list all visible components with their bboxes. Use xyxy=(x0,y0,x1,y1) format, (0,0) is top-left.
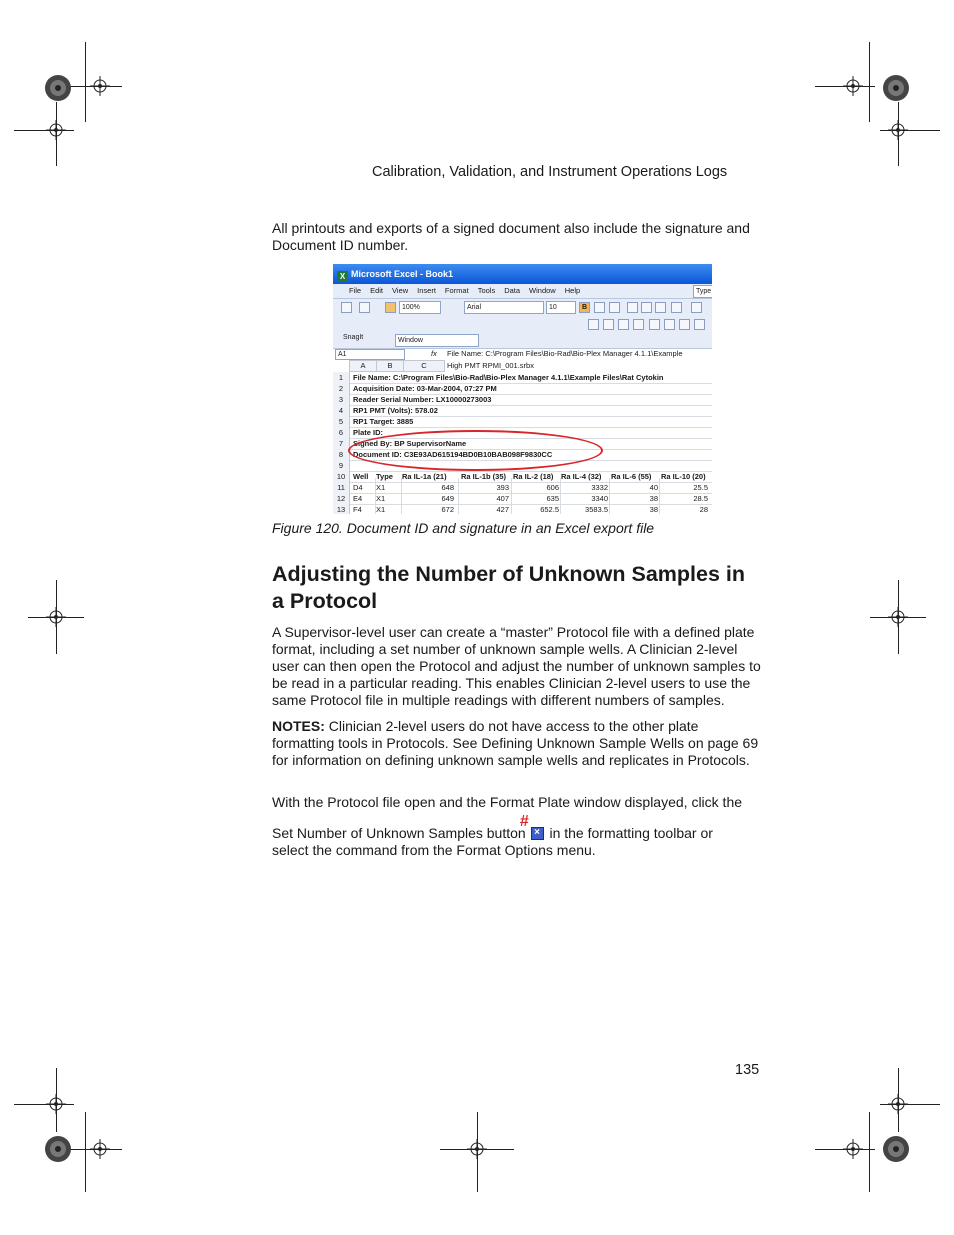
table-cell[interactable]: 635 xyxy=(546,494,559,503)
tool-icon[interactable] xyxy=(633,319,644,330)
table-cell[interactable]: 28.5 xyxy=(693,494,708,503)
menu-view[interactable]: View xyxy=(392,286,409,295)
align-left-icon[interactable] xyxy=(627,302,638,313)
table-cell[interactable]: 25.5 xyxy=(693,483,708,492)
excel-title-bar xyxy=(333,264,712,284)
underline-icon[interactable] xyxy=(609,302,620,313)
notes-paragraph xyxy=(272,718,762,769)
registration-mark-icon xyxy=(46,1094,66,1114)
menu-insert[interactable]: Insert xyxy=(417,286,436,295)
header-cell[interactable]: Ra IL-1b (35) xyxy=(461,472,507,481)
row-number[interactable]: 13 xyxy=(333,504,350,514)
starburst-mark-icon xyxy=(882,1135,910,1163)
body-paragraph: A Supervisor-level user can create a “master” Protocol file with a defined plate format, including a set number of unknown sample wells. A Clinician 2-level user can then open the Protocol and adjust the number of unknown samples to be read in a particular reading. This enables Clinician 2-level users to use the same Protocol file in multiple readings with different numbers of samples. xyxy=(272,624,761,708)
snagit-label[interactable]: SnagIt xyxy=(343,334,364,341)
registration-mark-icon xyxy=(90,1139,110,1159)
row-number[interactable]: 7 xyxy=(333,438,350,449)
intro-paragraph: All printouts and exports of a signed document also include the signature and Document ID number. xyxy=(272,220,750,253)
row-number[interactable]: 9 xyxy=(333,460,350,471)
starburst-mark-icon xyxy=(44,74,72,102)
registration-mark-icon xyxy=(467,1139,487,1159)
tool-icon[interactable] xyxy=(588,319,599,330)
drawing-toolbar xyxy=(333,316,712,333)
excel-menu-bar xyxy=(333,284,712,299)
row-number[interactable]: 10 xyxy=(333,471,350,482)
table-cell[interactable]: 649 xyxy=(441,494,454,503)
table-cell[interactable]: 38 xyxy=(649,494,658,503)
figure-caption: Figure 120. Document ID and signature in an Excel export file xyxy=(272,520,655,536)
column-header-c[interactable]: C xyxy=(403,360,445,372)
row-number[interactable]: 8 xyxy=(333,449,350,460)
instruction-text: Set Number of Unknown Samples button xyxy=(272,825,530,841)
cell-text[interactable]: Plate ID: xyxy=(353,428,384,437)
tool-icon[interactable] xyxy=(649,319,660,330)
row-number[interactable]: 3 xyxy=(333,394,350,405)
table-cell[interactable]: D4 xyxy=(353,483,363,492)
row-number[interactable]: 1 xyxy=(333,372,350,383)
header-cell[interactable]: Well xyxy=(353,472,369,481)
menu-data[interactable]: Data xyxy=(504,286,521,295)
table-cell[interactable]: 427 xyxy=(496,505,509,514)
excel-app-icon: X xyxy=(337,271,348,282)
menu-edit[interactable]: Edit xyxy=(370,286,384,295)
table-cell[interactable]: 28 xyxy=(699,505,708,514)
window-title: Microsoft Excel - Book1 xyxy=(351,269,454,279)
table-cell[interactable]: 40 xyxy=(649,483,658,492)
table-cell[interactable]: 38 xyxy=(649,505,658,514)
formula-text-line1[interactable]: File Name: C:\Program Files\Bio-Rad\Bio-Plex Manager 4.1.1\Example xyxy=(447,349,683,358)
instruction-line-1: With the Protocol file open and the Format Plate window displayed, click the xyxy=(272,794,743,810)
italic-icon[interactable] xyxy=(594,302,605,313)
window-box[interactable]: Window xyxy=(395,334,479,347)
menu-file[interactable]: File xyxy=(349,286,362,295)
section-heading: Adjusting the Number of Unknown Samples in a Protocol xyxy=(272,562,746,613)
row-number[interactable]: 4 xyxy=(333,405,350,416)
cell-text[interactable]: Reader Serial Number: LX10000273003 xyxy=(353,395,492,404)
registration-mark-icon xyxy=(888,1094,908,1114)
registration-mark-icon xyxy=(90,76,110,96)
row-number[interactable]: 5 xyxy=(333,416,350,427)
menu-help[interactable]: Help xyxy=(564,286,581,295)
header-cell[interactable]: Ra IL-10 (20) xyxy=(661,472,706,481)
fx-icon: fx xyxy=(431,349,437,358)
registration-mark-icon xyxy=(46,607,66,627)
header-cell[interactable]: Ra IL-1a (21) xyxy=(402,472,447,481)
header-cell[interactable]: Ra IL-4 (32) xyxy=(561,472,602,481)
cell-text[interactable]: RP1 PMT (Volts): 578.02 xyxy=(353,406,438,415)
table-cell[interactable]: E4 xyxy=(353,494,363,503)
hash-symbol: # xyxy=(519,813,529,830)
menu-tools[interactable]: Tools xyxy=(477,286,496,295)
align-center-icon[interactable] xyxy=(641,302,652,313)
row-number[interactable]: 11 xyxy=(333,482,350,493)
snagit-toolbar xyxy=(333,332,712,349)
type-question-box[interactable]: Type xyxy=(693,285,712,298)
formula-text-line2: High PMT RPMI_001.srbx xyxy=(447,361,534,370)
table-cell[interactable]: 3340 xyxy=(591,494,608,503)
cell-text[interactable]: RP1 Target: 3885 xyxy=(353,417,414,426)
instruction-text: in the formatting toolbar or xyxy=(545,825,713,841)
registration-mark-icon xyxy=(888,120,908,140)
document-id-cell[interactable]: Document ID: C3E93AD615194BD0B10BAB098F9830CC xyxy=(353,450,553,459)
align-right-icon[interactable] xyxy=(655,302,666,313)
column-header-b[interactable]: B xyxy=(376,360,404,372)
header-cell[interactable]: Type xyxy=(376,472,393,481)
cell-text[interactable]: File Name: C:\Program Files\Bio-Rad\Bio-Plex Manager 4.1.1\Example Files\Rat Cytokin xyxy=(353,373,664,382)
font-box[interactable]: Arial xyxy=(464,301,544,314)
table-cell[interactable]: X1 xyxy=(376,494,386,503)
tool-icon[interactable] xyxy=(694,319,705,330)
table-cell[interactable]: 393 xyxy=(496,483,509,492)
registration-mark-icon xyxy=(843,1139,863,1159)
table-cell[interactable]: 672 xyxy=(441,505,454,514)
menu-format[interactable]: Format xyxy=(444,286,469,295)
standard-toolbar xyxy=(333,299,712,317)
starburst-mark-icon xyxy=(882,74,910,102)
table-cell[interactable]: F4 xyxy=(353,505,362,514)
instruction-line-3: select the command from the Format Options menu. xyxy=(272,842,596,858)
running-header: Calibration, Validation, and Instrument Operations Logs xyxy=(372,164,728,180)
excel-screenshot xyxy=(333,264,712,514)
zoom-box[interactable]: 100% xyxy=(399,301,441,314)
highlight-ellipse xyxy=(348,430,603,471)
signed-by-cell[interactable]: Signed By: BP SupervisorName xyxy=(353,439,467,448)
row-number[interactable]: 12 xyxy=(333,493,350,504)
row-number[interactable]: 6 xyxy=(333,427,350,438)
merge-icon[interactable] xyxy=(671,302,682,313)
column-header-a[interactable]: A xyxy=(349,360,377,372)
instruction-line-2 xyxy=(272,813,762,842)
currency-icon[interactable] xyxy=(691,302,702,313)
table-cell[interactable]: 3583.5 xyxy=(585,505,608,514)
table-row xyxy=(333,504,712,514)
font-size-box[interactable]: 10 xyxy=(546,301,576,314)
set-unknown-samples-icon[interactable]: # × xyxy=(530,827,546,839)
table-cell[interactable]: 652.5 xyxy=(540,505,559,514)
table-cell[interactable]: 648 xyxy=(441,483,454,492)
header-cell[interactable]: Ra IL-2 (18) xyxy=(513,472,554,481)
tool-icon[interactable] xyxy=(664,319,675,330)
formula-bar xyxy=(333,349,712,360)
starburst-mark-icon xyxy=(44,1135,72,1163)
registration-mark-icon xyxy=(843,76,863,96)
tool-icon[interactable] xyxy=(618,319,629,330)
table-cell[interactable]: 3332 xyxy=(591,483,608,492)
registration-mark-icon xyxy=(888,607,908,627)
table-cell[interactable]: X1 xyxy=(376,483,386,492)
table-cell[interactable]: X1 xyxy=(376,505,386,514)
chart-icon[interactable] xyxy=(385,302,396,313)
undo-icon[interactable] xyxy=(359,302,370,313)
notes-text: Clinician 2-level users do not have access to the other plate formatting tools in Protocols. See Defining Unknown Sample Wells on page 69 for information on defining unknown sample wells and replicates in Protocols. xyxy=(272,718,759,768)
registration-mark-icon xyxy=(46,120,66,140)
table-cell[interactable]: 407 xyxy=(496,494,509,503)
tool-icon[interactable] xyxy=(603,319,614,330)
menu-window[interactable]: Window xyxy=(529,286,556,295)
save-icon[interactable] xyxy=(341,302,352,313)
table-cell[interactable]: 606 xyxy=(546,483,559,492)
cell-text[interactable]: Acquisition Date: 03-Mar-2004, 07:27 PM xyxy=(353,384,497,393)
row-number[interactable]: 2 xyxy=(333,383,350,394)
tool-icon[interactable] xyxy=(679,319,690,330)
page-number: 135 xyxy=(735,1062,760,1078)
header-cell[interactable]: Ra IL-6 (55) xyxy=(611,472,652,481)
notes-label: NOTES: xyxy=(272,718,325,734)
name-box[interactable]: A1 xyxy=(335,349,405,360)
bold-icon[interactable]: B xyxy=(579,302,590,313)
